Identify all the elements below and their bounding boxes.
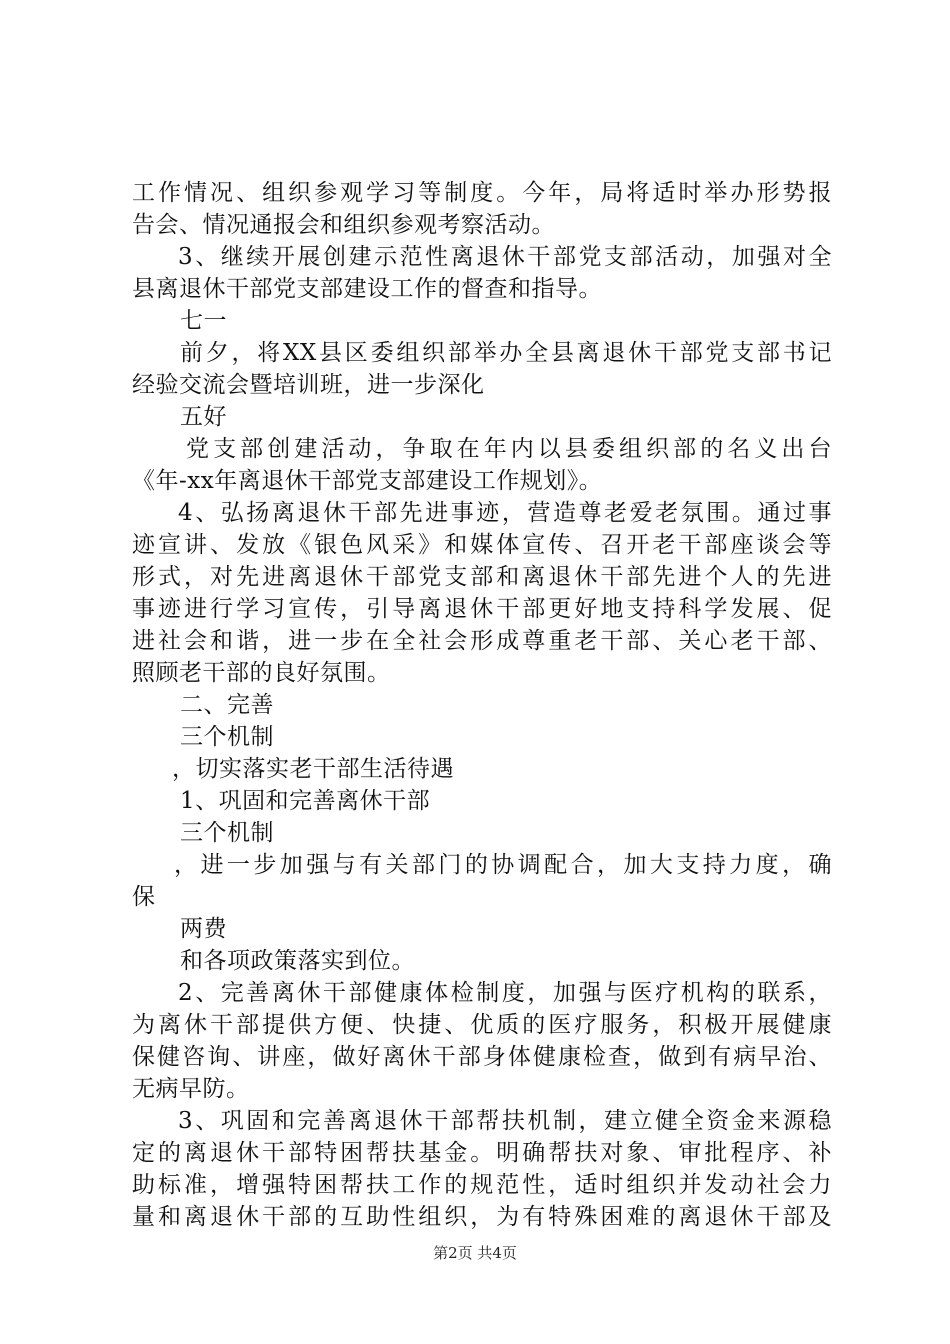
text-line: 保	[132, 884, 156, 910]
text-line: 形式，对先进离退休干部党支部和离退休干部先进个人的先进	[132, 564, 832, 590]
text-line: 党支部创建活动，争取在年内以县委组织部的名义出台	[186, 436, 832, 462]
text-line: 七一	[180, 308, 227, 334]
text-line: 《年-xx年离退休干部党支部建设工作规划》。	[132, 468, 603, 494]
text-line: 迹宣讲、发放《银色风采》和媒体宣传、召开老干部座谈会等	[132, 532, 832, 558]
text-line: 经验交流会暨培训班，进一步深化	[132, 372, 485, 398]
text-line: 为离休干部提供方便、快捷、优质的医疗服务，积极开展健康	[132, 1012, 832, 1038]
text-line: 和各项政策落实到位。	[180, 948, 415, 974]
text-line: 4、弘扬离退休干部先进事迹，营造尊老爱老氛围。通过事	[178, 500, 832, 526]
text-line: 两费	[180, 916, 227, 942]
text-line: 告会、情况通报会和组织参观考察活动。	[132, 212, 555, 238]
text-line: 三个机制	[180, 724, 274, 750]
text-line: ，切实落实老干部生活待遇	[172, 756, 454, 782]
text-line: 五好	[180, 404, 227, 430]
text-line: 进社会和谐，进一步在全社会形成尊重老干部、关心老干部、	[132, 628, 832, 654]
text-line: 照顾老干部的良好氛围。	[132, 660, 391, 686]
page-footer: 第2页 共4页	[433, 1244, 517, 1262]
text-line: 量和离退休干部的互助性组织，为有特殊困难的离退休干部及	[132, 1204, 832, 1230]
text-line: 前夕，将XX县区委组织部举办全县离退休干部党支部书记	[180, 340, 832, 366]
text-line: 无病早防。	[132, 1076, 250, 1102]
text-line: 定的离退休干部特困帮扶基金。明确帮扶对象、审批程序、补	[132, 1140, 832, 1166]
text-line: 2、完善离休干部健康体检制度，加强与医疗机构的联系，	[178, 980, 832, 1006]
text-line: ，进一步加强与有关部门的协调配合，加大支持力度，确	[174, 852, 832, 878]
text-line: 三个机制	[180, 820, 274, 846]
text-line: 3、继续开展创建示范性离退休干部党支部活动，加强对全	[178, 244, 832, 270]
text-line: 3、巩固和完善离退休干部帮扶机制，建立健全资金来源稳	[178, 1108, 832, 1134]
text-line: 保健咨询、讲座，做好离休干部身体健康检查，做到有病早治、	[132, 1044, 832, 1070]
text-line: 县离退休干部党支部建设工作的督查和指导。	[132, 276, 602, 302]
text-line: 助标准，增强特困帮扶工作的规范性，适时组织并发动社会力	[132, 1172, 832, 1198]
text-line: 1、巩固和完善离休干部	[180, 788, 431, 814]
text-line: 二、完善	[180, 692, 274, 718]
text-line: 事迹进行学习宣传，引导离退休干部更好地支持科学发展、促	[132, 596, 832, 622]
text-line: 工作情况、组织参观学习等制度。今年，局将适时举办形势报	[132, 180, 832, 206]
